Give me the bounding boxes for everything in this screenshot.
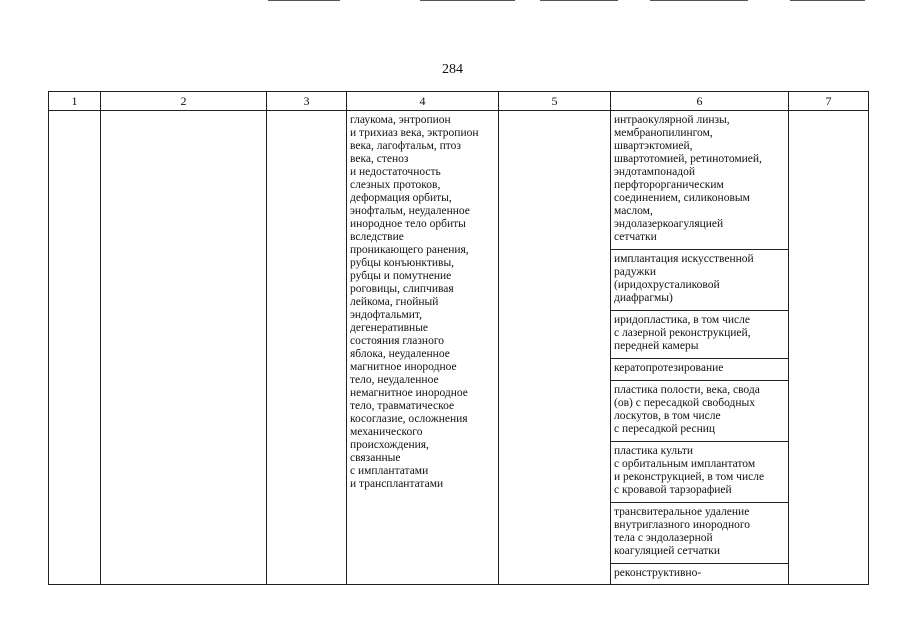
text-line: века, лагофтальм, птоз bbox=[350, 140, 461, 152]
text-line: инородное тело орбиты bbox=[350, 218, 466, 230]
text-line: швартэктомией, bbox=[614, 140, 693, 152]
text-line: энофтальм, неудаленное bbox=[350, 205, 470, 217]
text-line: сетчатки bbox=[614, 231, 657, 243]
text-line: магнитное инородное bbox=[350, 361, 457, 373]
table-header-row bbox=[49, 92, 869, 111]
text-line: яблока, неудаленное bbox=[350, 348, 450, 360]
text-line: с имплантатами bbox=[350, 465, 429, 477]
text-line: и реконструкцией, в том числе bbox=[614, 471, 765, 483]
table-cell-col6 bbox=[611, 111, 789, 585]
text-line: тела с эндолазерной bbox=[614, 532, 713, 544]
page-number: 284 bbox=[442, 62, 463, 77]
text-line: интраокулярной линзы, bbox=[614, 114, 730, 126]
table-cell-col1 bbox=[49, 111, 101, 585]
text-line: (иридохрусталиковой bbox=[614, 279, 720, 291]
text-line: коагуляцией сетчатки bbox=[614, 545, 721, 557]
text-line: (ов) с пересадкой свободных bbox=[614, 397, 756, 409]
text-line: проникающего ранения, bbox=[350, 244, 469, 256]
top-rule bbox=[540, 0, 618, 1]
text-line: мембранопилингом, bbox=[614, 127, 713, 139]
column-header: 7 bbox=[789, 92, 869, 111]
procedure-block bbox=[611, 111, 788, 250]
procedure-list bbox=[611, 111, 788, 584]
column-header: 2 bbox=[101, 92, 267, 111]
text-line: швартотомией, ретинотомией, bbox=[614, 153, 762, 165]
text-line: трансвитеральное удаление bbox=[614, 506, 750, 518]
text-line: рубцы конъюнктивы, bbox=[350, 257, 455, 269]
table-cell-col4 bbox=[347, 111, 499, 585]
text-line: деформация орбиты, bbox=[350, 192, 452, 204]
procedure-block bbox=[611, 564, 788, 584]
text-line: эндофтальмит, bbox=[350, 309, 422, 321]
text-line: тело, травматическое bbox=[350, 400, 455, 412]
text-line: века, стеноз bbox=[350, 153, 409, 165]
text-line: кератопротезирование bbox=[614, 362, 724, 374]
text-line: пластика культи bbox=[614, 445, 694, 457]
text-line: с кровавой тарзорафией bbox=[614, 484, 732, 496]
text-line: состояния глазного bbox=[350, 335, 445, 347]
text-line: внутриглазного инородного bbox=[614, 519, 751, 531]
column-header: 1 bbox=[49, 92, 101, 111]
text-line: соединением, силиконовым bbox=[614, 192, 750, 204]
procedure-block bbox=[611, 311, 788, 359]
column-header: 5 bbox=[499, 92, 611, 111]
text-line: перфторорганическим bbox=[614, 179, 724, 191]
table-cell-col2 bbox=[101, 111, 267, 585]
procedure-block bbox=[611, 503, 788, 564]
text-line: диафрагмы) bbox=[614, 292, 673, 304]
text-line: вследствие bbox=[350, 231, 404, 243]
text-line: реконструктивно- bbox=[614, 567, 702, 579]
text-line: иридопластика, в том числе bbox=[614, 314, 750, 326]
text-line: передней камеры bbox=[614, 340, 699, 352]
text-line: и недостаточность bbox=[350, 166, 441, 178]
column-header: 3 bbox=[267, 92, 347, 111]
text-line: эндолазеркоагуляцией bbox=[614, 218, 724, 230]
text-line: эндотампонадой bbox=[614, 166, 696, 178]
text-line: лоскутов, в том числе bbox=[614, 410, 721, 422]
text-line: механического bbox=[350, 426, 423, 438]
text-line: маслом, bbox=[614, 205, 653, 217]
text-line: связанные bbox=[350, 452, 401, 464]
text-line: и трансплантатами bbox=[350, 478, 444, 490]
text-line: с орбитальным имплантатом bbox=[614, 458, 756, 470]
text-line: и трихиаз века, эктропион bbox=[350, 127, 479, 139]
diagnosis-text bbox=[347, 111, 498, 491]
text-line: роговицы, слипчивая bbox=[350, 283, 454, 295]
procedure-block bbox=[611, 381, 788, 442]
procedures-table bbox=[48, 91, 869, 585]
column-header: 4 bbox=[347, 92, 499, 111]
text-line: косоглазие, осложнения bbox=[350, 413, 468, 425]
text-line: тело, неудаленное bbox=[350, 374, 439, 386]
table-cell-col7 bbox=[789, 111, 869, 585]
table-cell-col3 bbox=[267, 111, 347, 585]
top-rule bbox=[790, 0, 865, 1]
text-line: радужки bbox=[614, 266, 656, 278]
top-rule bbox=[268, 0, 340, 1]
text-line: пластика полости, века, свода bbox=[614, 384, 760, 396]
text-line: с пересадкой ресниц bbox=[614, 423, 716, 435]
text-line: слезных протоков, bbox=[350, 179, 441, 191]
top-rule bbox=[420, 0, 515, 1]
text-line: имплантация искусственной bbox=[614, 253, 754, 265]
procedure-block bbox=[611, 250, 788, 311]
text-line: рубцы и помутнение bbox=[350, 270, 452, 282]
table-cell-col5 bbox=[499, 111, 611, 585]
procedure-block bbox=[611, 442, 788, 503]
table-row bbox=[49, 111, 869, 585]
text-line: дегенеративные bbox=[350, 322, 429, 334]
column-header: 6 bbox=[611, 92, 789, 111]
text-line: с лазерной реконструкцией, bbox=[614, 327, 751, 339]
text-line: лейкома, гнойный bbox=[350, 296, 439, 308]
top-rule bbox=[650, 0, 748, 1]
text-line: происхождения, bbox=[350, 439, 429, 451]
text-line: немагнитное инородное bbox=[350, 387, 468, 399]
procedure-block bbox=[611, 359, 788, 381]
text-line: глаукома, энтропион bbox=[350, 114, 451, 126]
